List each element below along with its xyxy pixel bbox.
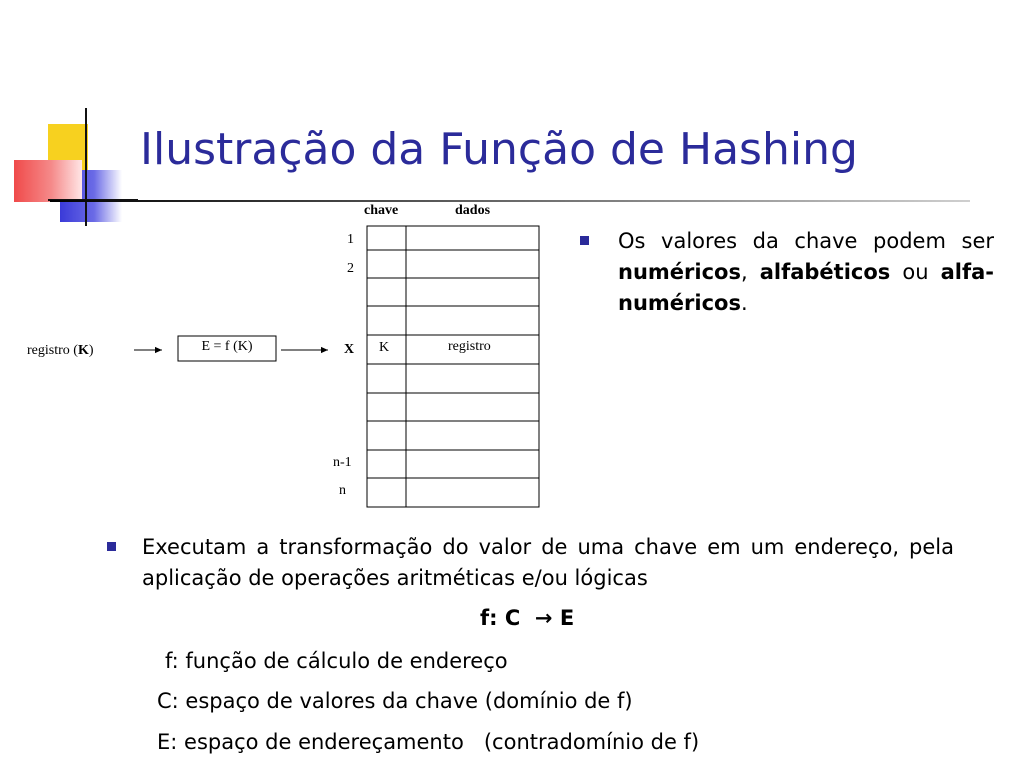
bullet-keys-types bbox=[618, 226, 994, 319]
formula-left: f: C bbox=[480, 606, 521, 630]
input-label-key: K bbox=[77, 343, 89, 358]
bullet1-bold-alphanumeric: alfa-numéricos bbox=[618, 260, 994, 315]
bullet-marker bbox=[107, 542, 116, 551]
arrow-right-icon: → bbox=[534, 606, 553, 630]
cell-data: registro bbox=[448, 339, 491, 354]
slide-title: Ilustração da Função de Hashing bbox=[140, 124, 858, 175]
definition-c: C: espaço de valores da chave (domínio de f) bbox=[157, 689, 633, 713]
cell-key: K bbox=[379, 340, 390, 355]
function-box-label: E = f (K) bbox=[201, 339, 253, 354]
row-label-n: n bbox=[339, 483, 346, 498]
row-label-2: 2 bbox=[347, 261, 354, 276]
hash-table bbox=[367, 226, 539, 507]
hashing-diagram bbox=[0, 0, 560, 520]
bullet1-part4: . bbox=[740, 291, 748, 315]
input-label-suffix: ) bbox=[88, 343, 94, 358]
definition-f: f: função de cálculo de endereço bbox=[165, 649, 508, 673]
bullet1-part1: Os valores da chave podem ser bbox=[618, 229, 994, 253]
row-label-x: X bbox=[344, 342, 355, 357]
formula-right: E bbox=[559, 606, 575, 630]
input-record-label bbox=[27, 343, 94, 359]
diagram-graphics bbox=[0, 0, 560, 520]
bullet1-part3: ou bbox=[890, 260, 941, 284]
bullet1-bold-alpha: alfabéticos bbox=[759, 260, 891, 284]
column-header-dados: dados bbox=[455, 203, 491, 218]
column-header-chave: chave bbox=[364, 203, 399, 218]
input-label-prefix: registro ( bbox=[27, 343, 78, 358]
row-label-n-1: n-1 bbox=[333, 455, 352, 470]
bullet1-part2: , bbox=[740, 260, 760, 284]
bullet1-bold-numeric: numéricos bbox=[618, 260, 741, 284]
row-label-1: 1 bbox=[347, 232, 354, 247]
bullet-marker bbox=[580, 236, 589, 245]
bullet-transformation: Executam a transformação do valor de uma chave em um endereço, pela aplicação de operações aritméticas e/ou lógicas bbox=[142, 535, 954, 590]
definition-e: E: espaço de endereçamento (contradomínio de f) bbox=[157, 730, 700, 754]
formula bbox=[480, 606, 574, 630]
